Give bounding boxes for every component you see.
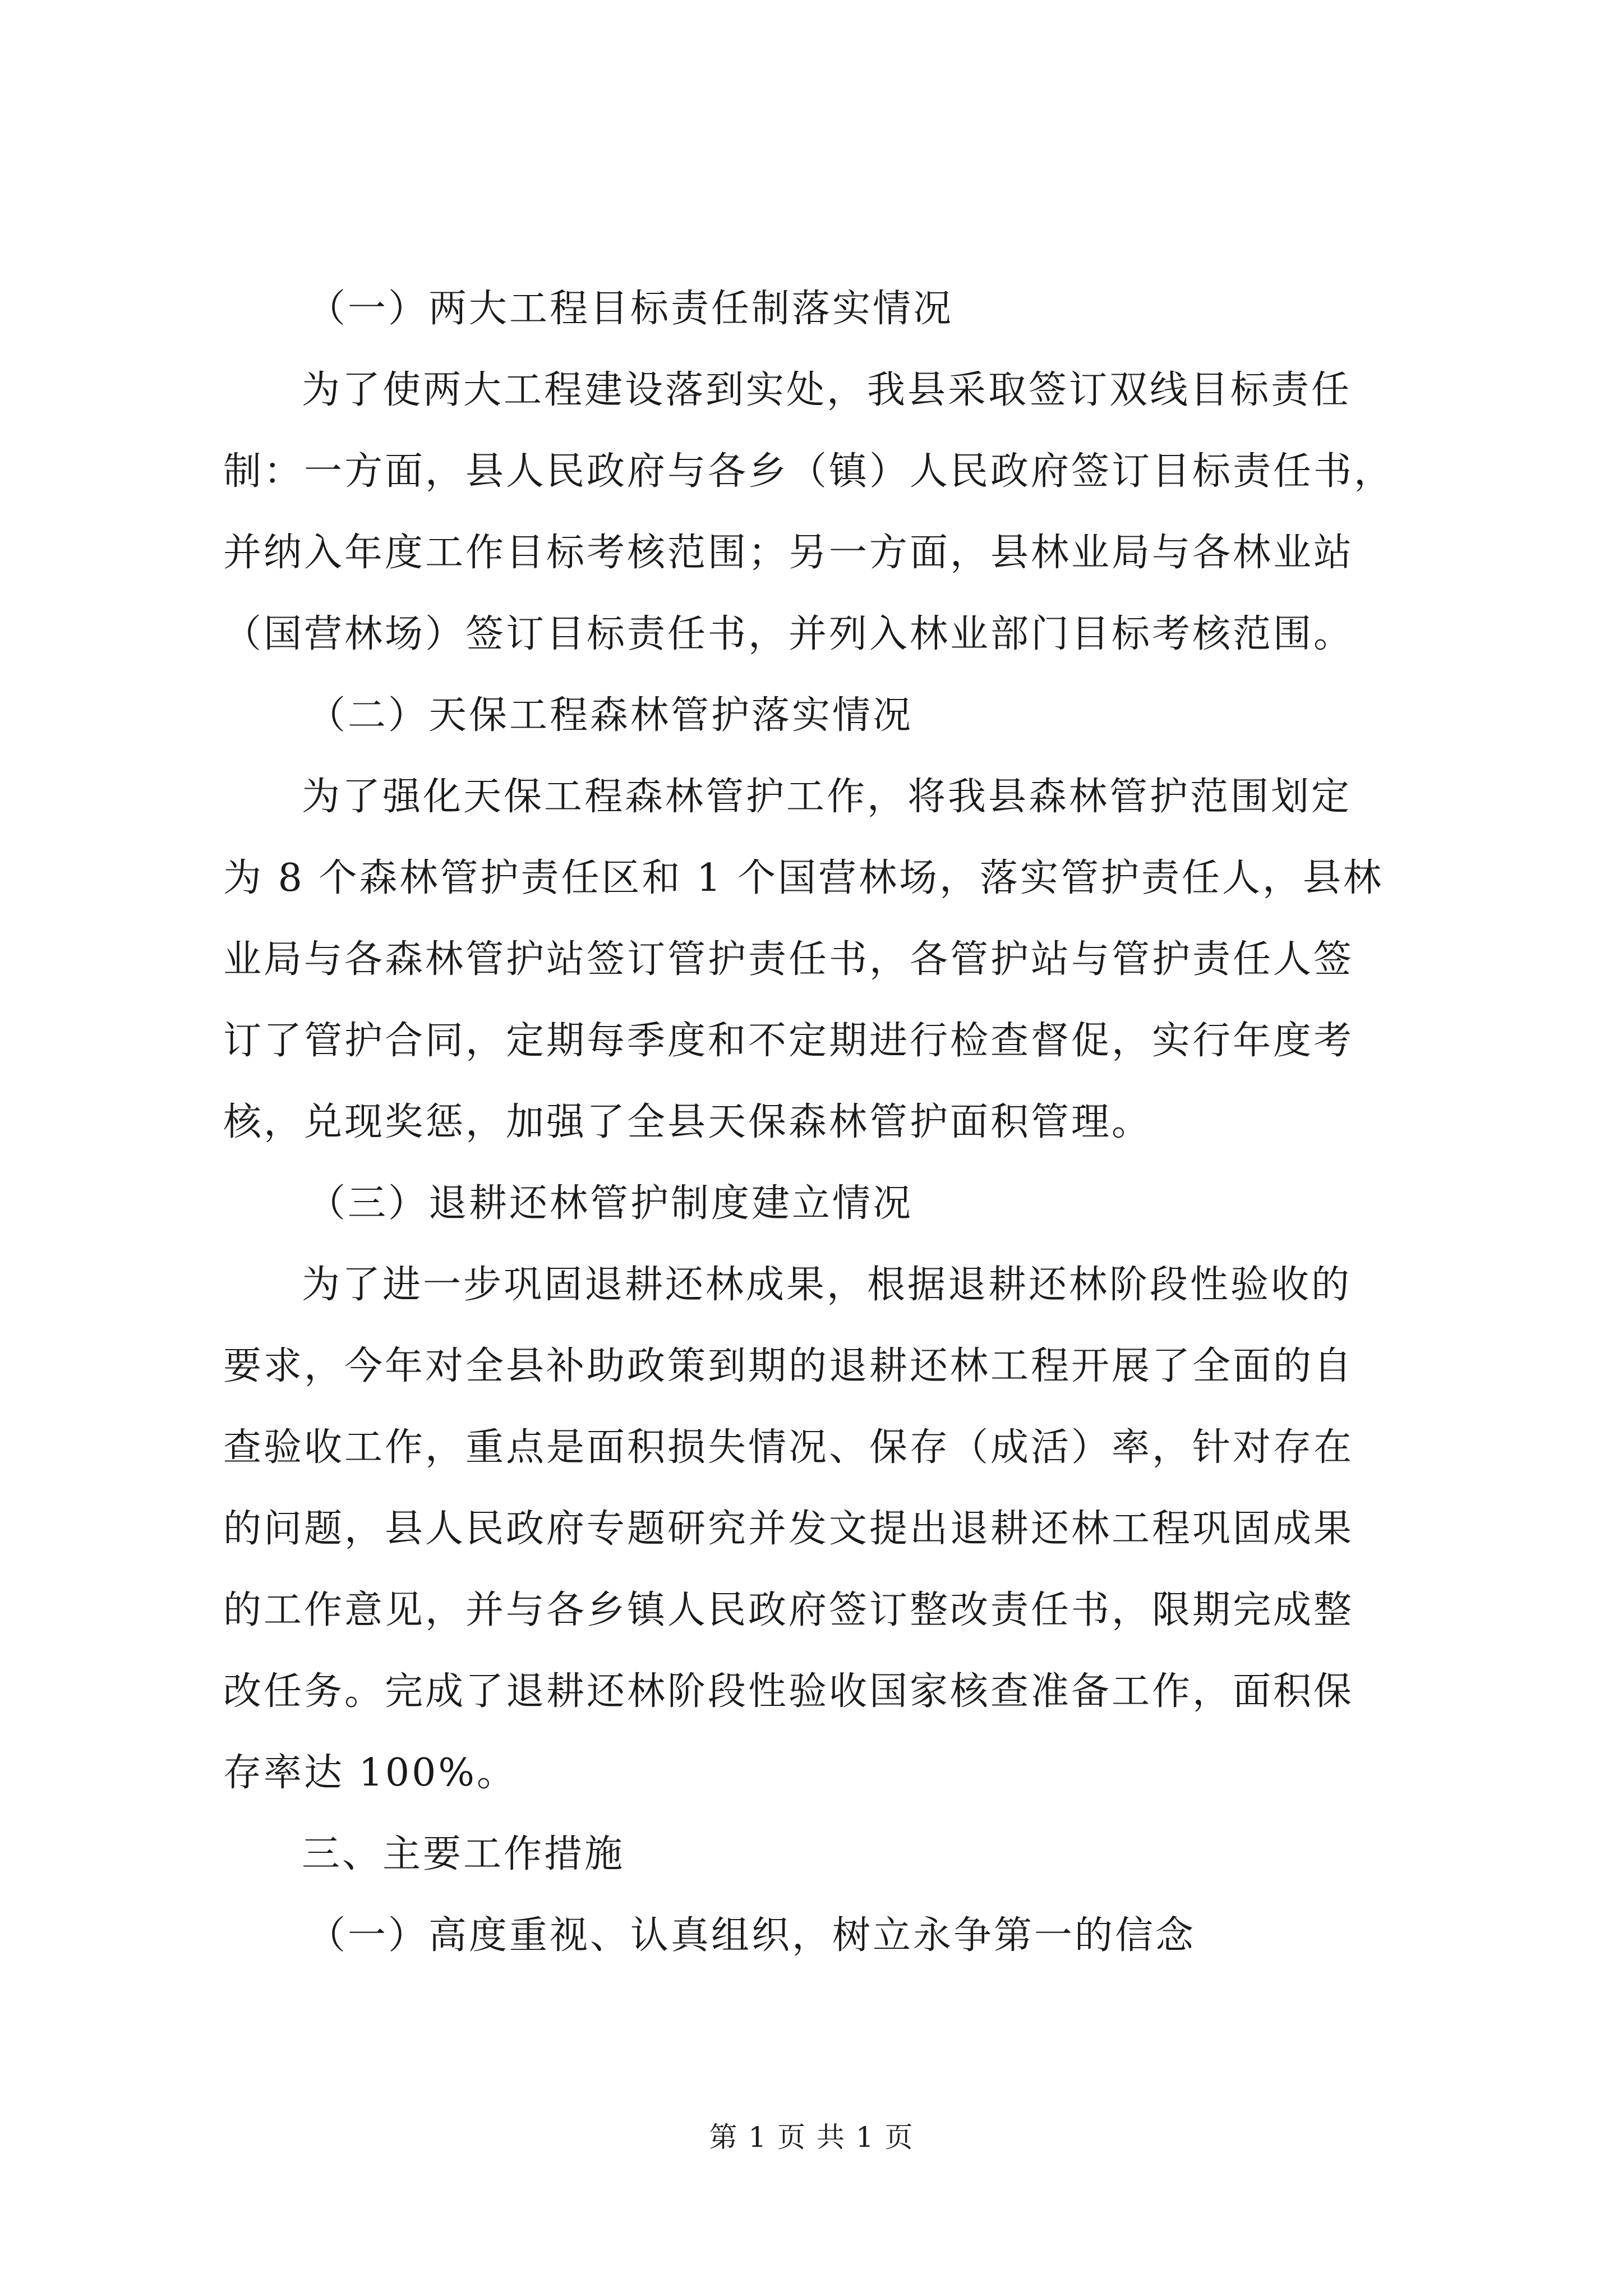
paragraph-line: 并纳入年度工作目标考核范围；另一方面，县林业局与各林业站	[223, 531, 1354, 575]
paragraph-line: （国营林场）签订目标责任书，并列入林业部门目标考核范围。	[223, 612, 1354, 656]
paragraph-line: 订了管护合同，定期每季度和不定期进行检查督促，实行年度考	[223, 1019, 1354, 1063]
paragraph-line: 要求，今年对全县补助政策到期的退耕还林工程开展了全面的自	[223, 1344, 1354, 1388]
chapter-heading: 三、主要工作措施	[302, 1832, 625, 1876]
paragraph-line: 核，兑现奖惩，加强了全县天保森林管护面积管理。	[223, 1100, 1152, 1144]
paragraph-line: 的问题，县人民政府专题研究并发文提出退耕还林工程巩固成果	[223, 1507, 1354, 1551]
paragraph-line: 为了强化天保工程森林管护工作，将我县森林管护范围划定	[302, 775, 1352, 819]
document-body	[223, 268, 1479, 1976]
section-heading-1: （一）两大工程目标责任制落实情况	[307, 287, 954, 331]
paragraph-line: 业局与各森林管护站签订管护责任书，各管护站与管护责任人签	[223, 937, 1354, 982]
paragraph-line: 查验收工作，重点是面积损失情况、保存（成活）率，针对存在	[223, 1425, 1354, 1470]
paragraph-line: 制：一方面，县人民政府与各乡（镇）人民政府签订目标责任书，	[223, 449, 1395, 494]
section-heading-3: （三）退耕还林管护制度建立情况	[307, 1181, 914, 1226]
paragraph-line: 改任务。完成了退耕还林阶段性验收国家核查准备工作，面积保	[223, 1669, 1354, 1714]
paragraph-line: 为 8 个森林管护责任区和 1 个国营林场，落实管护责任人，县林	[223, 856, 1384, 900]
paragraph-line: 为了使两大工程建设落到实处，我县采取签订双线目标责任	[302, 368, 1352, 412]
page-footer: 第 1 页 共 1 页	[709, 2121, 914, 2154]
paragraph-line: 存率达 100%。	[223, 1751, 518, 1795]
section-heading-2: （二）天保工程森林管护落实情况	[307, 693, 914, 738]
paragraph-line: 为了进一步巩固退耕还林成果，根据退耕还林阶段性验收的	[302, 1263, 1352, 1307]
section-heading-4: （一）高度重视、认真组织，树立永争第一的信念	[307, 1913, 1196, 1958]
paragraph-line: 的工作意见，并与各乡镇人民政府签订整改责任书，限期完成整	[223, 1588, 1354, 1632]
